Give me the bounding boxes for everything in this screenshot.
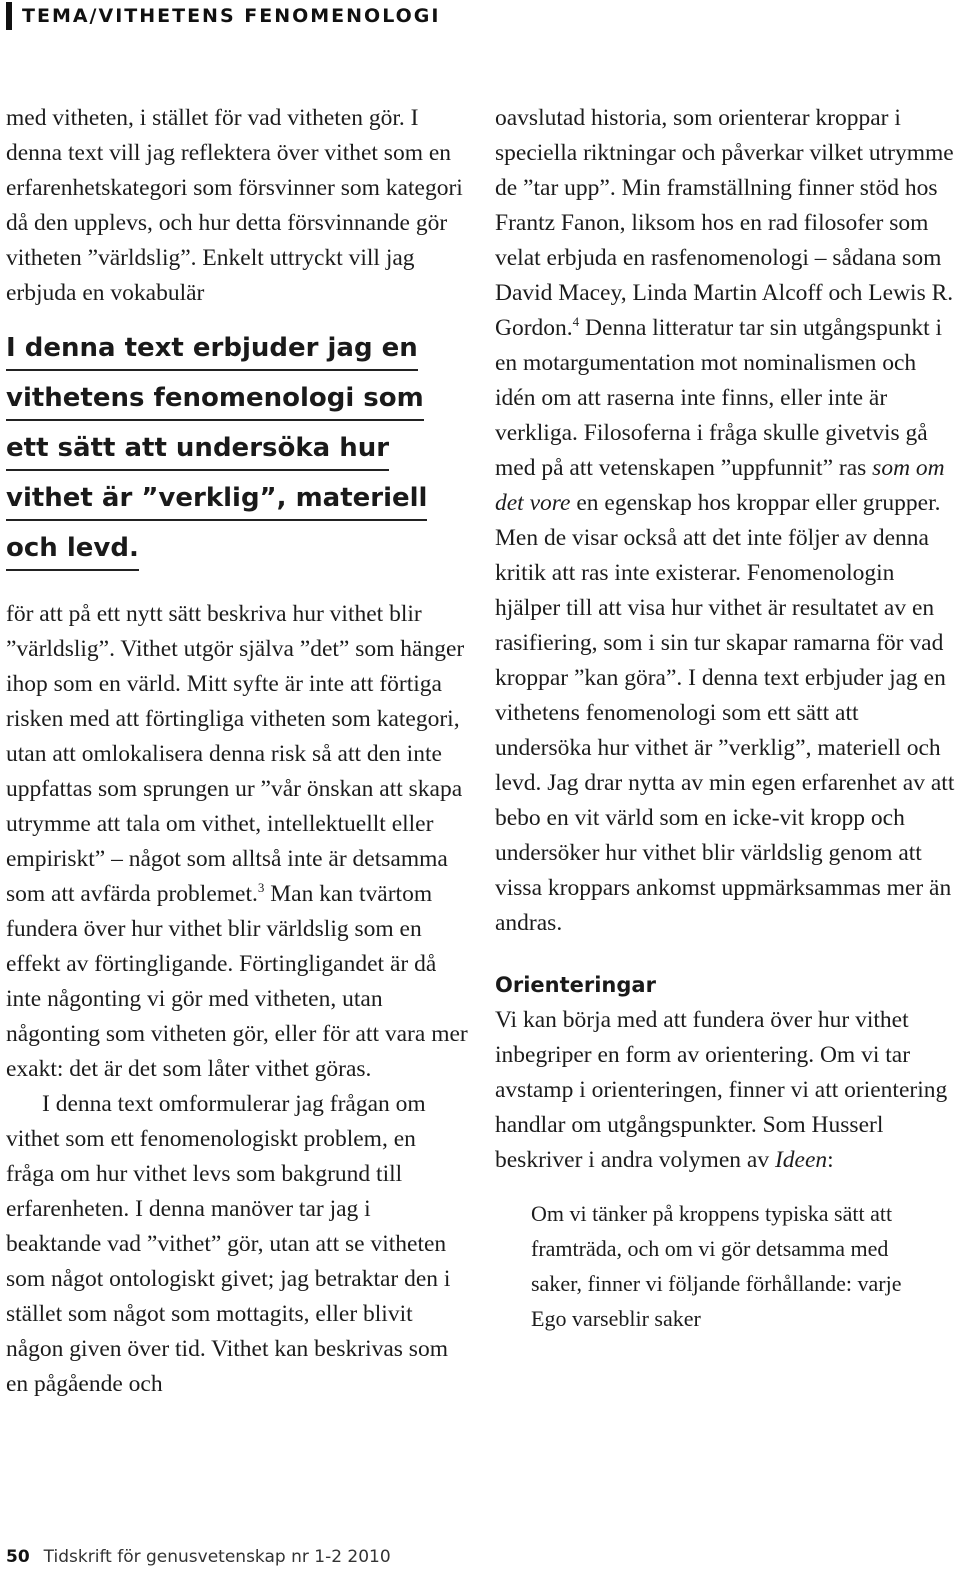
page-footer <box>6 1543 391 1571</box>
right-paragraph-1-text-a: oavslutad historia, som orienterar kroppar i speciella riktningar och påverkar vilket utrymme de ”tar upp”. Min framställning finner stöd hos Frantz Fanon, liksom hos en rad filosofer som velat erbjuda en rasfenomenologi – sådana som David Macey, Linda Martin Alcoff och Lewis R. Gordon. <box>495 105 954 341</box>
journal-title: Tidskrift för genusvetenskap nr 1-2 2010 <box>43 1547 391 1567</box>
pull-quote-line: vithetens fenomenologi som <box>6 377 424 421</box>
footnote-ref-4[interactable]: 4 <box>572 314 580 329</box>
pull-quote-line: och levd. <box>6 527 139 571</box>
right-paragraph-2-text-a: Vi kan börja med att fundera över hur vithet inbegriper en form av orientering. Om vi tar avstamp i orienteringen, finner vi att orientering handlar om utgångspunkter. Som Husserl beskriver i andra volymen av <box>495 1007 948 1173</box>
left-paragraph-2 <box>6 597 468 1087</box>
section-header: TEMA/VITHETENS FENOMENOLOGI <box>6 2 440 30</box>
right-paragraph-2-italic: Ideen <box>774 1147 828 1173</box>
pull-quote <box>6 325 468 575</box>
left-column <box>6 101 468 1402</box>
left-paragraph-2-text-a: för att på ett nytt sätt beskriva hur vithet blir ”världslig”. Vithet utgör själva ”det” som hänger ihop som en värld. Mitt syfte är inte att förtiga risken med att förtingliga vitheten som kategori, utan att omlokalisera denna risk så att den inte uppfattas som sprungen ur ”vår önskan att skapa utrymme att tala om vithet, intellektuellt eller empiriskt” – något som alltså inte är detsamma som att avfärda problemet. <box>6 601 465 907</box>
footnote-ref-3[interactable]: 3 <box>257 880 265 895</box>
subheading: Orienteringar <box>495 973 656 997</box>
pull-quote-line: vithet är ”verklig”, materiell <box>6 477 427 521</box>
right-paragraph-1-italic: som om det vore <box>495 455 945 516</box>
right-paragraph-2 <box>495 1003 957 1178</box>
left-paragraph-3: I denna text omformulerar jag frågan om vithet som ett fenomenologiskt problem, en fråga om hur vithet levs som bakgrund till erfarenheten. I denna manöver tar jag i beaktande vad ”vithet” gör, utan att se vitheten som något ontologiskt givet; jag betraktar den i stället som något som mottagits, eller blivit någon given över tid. Vithet kan beskrivas som en pågående och <box>6 1091 451 1397</box>
right-paragraph-1-text-c: en egenskap hos kroppar eller grupper. Men de visar också att det inte följer av denna kritik att ras inte existerar. Fenomenologin hjälper till att visa hur vithet är resultatet av en rasifiering, som i sin tur skapar ramarna för vad kroppar ”kan göra”. I denna text erbjuder jag en vithetens fenomenologi som ett sätt att undersöka hur vithet är ”verklig”, materiell och levd. Jag drar nytta av min egen erfarenhet av att bebo en vit värld som en icke-vit kropp och undersöker hur vithet blir världslig genom att vissa kroppars ankomst uppmärksammas mer än andras. <box>495 490 955 936</box>
block-quote: Om vi tänker på kroppens typiska sätt att framträda, och om vi gör detsamma med saker, finner vi följande förhållande: varje Ego varseblir saker <box>531 1201 902 1331</box>
left-paragraph-1: med vitheten, i stället för vad vitheten gör. I denna text vill jag reflektera över vithet som en erfarenhetskategori som försvinner som kategori då den upplevs, och hur detta försvinnande gör vitheten ”världslig”. Enkelt uttryckt vill jag erbjuda en vokabulär <box>6 105 463 306</box>
right-column <box>495 101 957 1336</box>
pull-quote-line: ett sätt att undersöka hur <box>6 427 389 471</box>
right-paragraph-1 <box>495 101 957 941</box>
left-paragraph-2-text-b: Man kan tvärtom fundera över hur vithet blir världslig som en effekt av förtingligande. Förtingligandet är då inte någonting vi gör med vitheten, utan någonting som vitheten gör, eller för att vara mer exakt: det är det som låter vithet göras. <box>6 881 468 1082</box>
page-number: 50 <box>6 1547 30 1567</box>
right-paragraph-1-text-b: Denna litteratur tar sin utgångspunkt i en motargumentation mot nominalismen och idén om att raserna inte finns, eller inte är verkliga. Filosoferna i fråga skulle givetvis gå med på att vetenskapen ”uppfunnit” ras <box>495 315 943 481</box>
right-paragraph-2-text-b: : <box>827 1147 834 1173</box>
pull-quote-line: I denna text erbjuder jag en <box>6 327 418 371</box>
